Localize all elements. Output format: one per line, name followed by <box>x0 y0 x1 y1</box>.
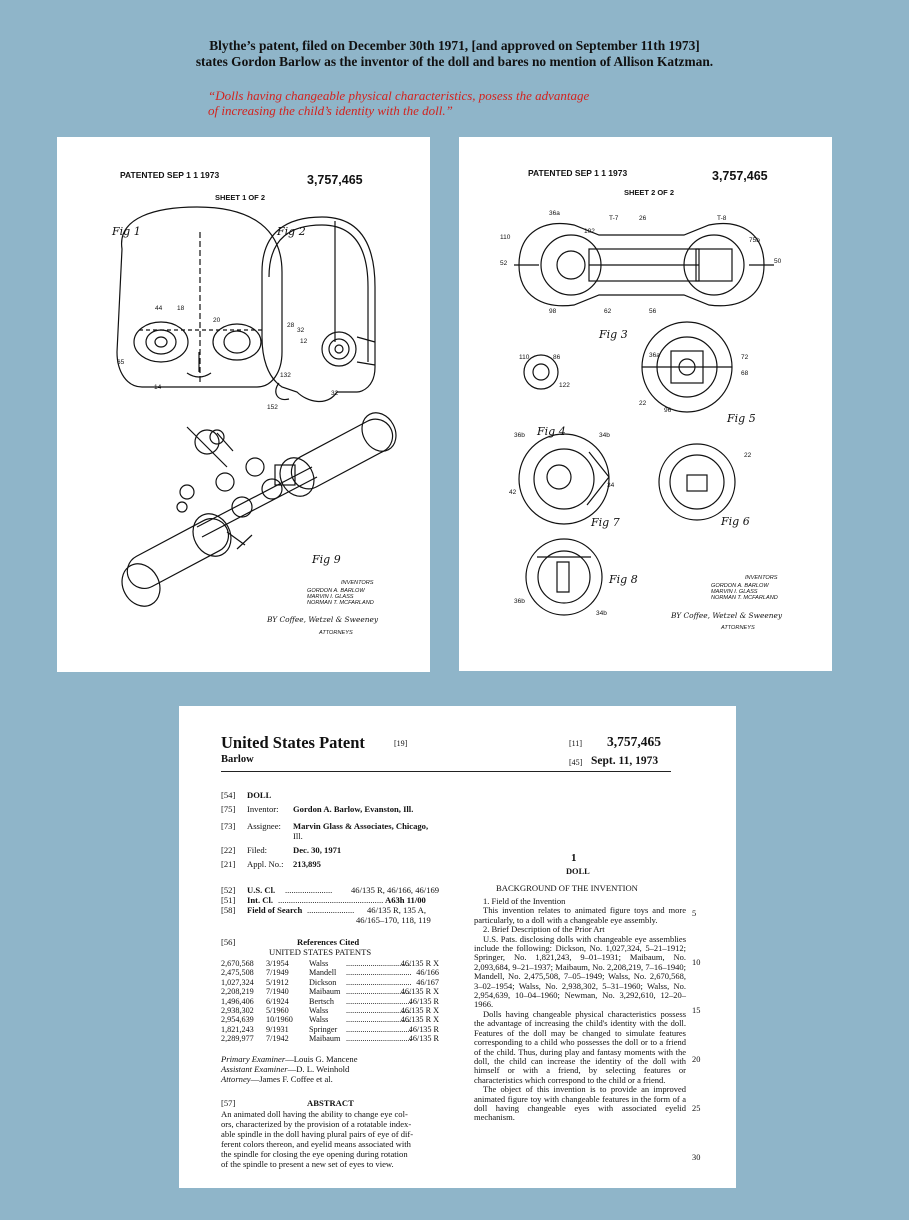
line-number-15: 15 <box>692 1006 701 1015</box>
svg-text:110: 110 <box>519 354 530 361</box>
svg-text:32: 32 <box>297 327 305 334</box>
abstract-line-4: ferent colors thereon, and eyelid means associated with <box>221 1139 411 1149</box>
svg-text:36b: 36b <box>514 598 525 605</box>
class-51-dots: ................................................. <box>278 895 384 905</box>
svg-text:T-7: T-7 <box>609 215 619 222</box>
abstract-line-2: ors, characterized by the provision of a rotatable index- <box>221 1119 412 1129</box>
quote-line-2: of increasing the child’s identity with the doll.” <box>208 103 453 118</box>
class-51-value: A63h 11/00 <box>385 895 426 905</box>
patent-drawing-sheet-2 <box>459 137 832 671</box>
field-54-title: DOLL <box>247 790 272 800</box>
patent-title: United States Patent <box>221 733 365 752</box>
svg-text:32: 32 <box>331 390 339 397</box>
sheet1-inventor-2: MARVIN I. GLASS <box>307 594 354 600</box>
patent-date: Sept. 11, 1973 <box>591 755 659 767</box>
assistant-examiner-role: Assistant Examiner <box>221 1064 288 1074</box>
class-58-value2: 46/165–170, 118, 119 <box>356 915 431 925</box>
attorney-role: Attorney <box>221 1074 251 1084</box>
reference-leader-dots: ................................ <box>346 1024 412 1034</box>
svg-text:44: 44 <box>155 305 163 312</box>
svg-text:28: 28 <box>287 322 295 329</box>
field-75-label: Inventor: <box>247 804 279 814</box>
references-table <box>221 959 439 1044</box>
reference-date: 3/1954 <box>266 959 289 968</box>
primary-examiner <box>221 1054 358 1064</box>
sheet1-inventor-1: GORDON A. BARLOW <box>307 588 365 594</box>
abstract-line-5: the spindle for closing the eye opening during rotation <box>221 1149 408 1159</box>
field-75-value: Gordon A. Barlow, Evanston, Ill. <box>293 804 414 814</box>
fig-4-label: Fig 4 <box>537 425 566 438</box>
field-73-value: Marvin Glass & Associates, Chicago, <box>293 821 429 831</box>
prior-text: U.S. Pats. disclosing dolls with changeable eye assemblies include the following: Dickson, No. 1,027,324, 5–21–1912; Springer, No. 1,821,243, 9–01–1931; Maibaum, No. 2,093,684, 9–21–1937; Maibaum, No. 2,208,219, 7–16–1940; Mandell, No. 2,475,508, 7–05–1949; Walss, No. 2,670,568, 3–02–1954; Walss, No. 2,938,302, 5–31–1960; Walss, No. 2,954,639, 10–04–1960; Newman, No. 3,292,610, 12–20–1966. <box>474 933 686 1010</box>
patent-inventor-surname: Barlow <box>221 754 254 765</box>
svg-text:122: 122 <box>559 382 570 389</box>
svg-text:132: 132 <box>280 372 291 379</box>
dolls-text: Dolls having changeable physical characteristics possess the advantage of increasing the child's identity with the doll. Features of the doll may be changed to simulate features corresponding to a child who possesses the doll or to a friend of the child. Thus, during play and fantasy moments with the doll, the child can increase the identity of the doll with himself or with a friend, by selecting features or characteristics which correspond to the child or a friend. <box>474 1008 686 1085</box>
reference-date: 7/1949 <box>266 968 289 978</box>
field-22-code: [22] <box>221 845 236 855</box>
reference-date: 9/1931 <box>266 1024 289 1034</box>
svg-text:22: 22 <box>639 400 647 407</box>
reference-row <box>221 997 439 1006</box>
sheet2-inventor-3: NORMAN T. MCFARLAND <box>711 595 778 601</box>
abstract-line-6: of the spindle to present a new set of eyes to view. <box>221 1159 394 1169</box>
sheet2-inventor-1: GORDON A. BARLOW <box>711 583 769 589</box>
svg-text:96: 96 <box>664 407 672 414</box>
reference-class: 46/135 R <box>408 1034 439 1044</box>
patent-date-code: [45] <box>569 758 583 767</box>
line-number-5: 5 <box>692 909 697 918</box>
svg-text:36a: 36a <box>649 352 660 359</box>
reference-leader-dots: ................................ <box>346 1015 412 1025</box>
svg-text:65: 65 <box>117 359 125 366</box>
reference-leader-dots: ................................ <box>346 968 412 978</box>
primary-examiner-name: —Louis G. Mancene <box>285 1054 358 1064</box>
reference-date: 5/1912 <box>266 977 289 987</box>
patent-number: 3,757,465 <box>607 734 661 749</box>
sheet1-patented: PATENTED SEP 1 1 1973 <box>120 170 220 180</box>
fig-2-label: Fig 2 <box>277 225 306 238</box>
line-number-30: 30 <box>692 1153 701 1162</box>
fig-8-label: Fig 8 <box>609 573 638 586</box>
fig-7-label: Fig 7 <box>591 516 620 529</box>
prior-heading: 2. Brief Description of the Prior Art <box>483 924 605 935</box>
reference-name: Bertsch <box>309 996 335 1006</box>
reference-leader-dots: ................................ <box>346 1005 412 1015</box>
reference-number: 2,938,302 <box>221 1005 254 1015</box>
quote-line-1: “Dolls having changeable physical characteristics, posess the advantage <box>208 88 590 103</box>
svg-text:34b: 34b <box>599 432 610 439</box>
reference-row <box>221 987 439 996</box>
abstract-line-3: able spindle in the doll having plural pairs of eye of dif- <box>221 1129 414 1139</box>
sheet1-inventor-3: NORMAN T. MCFARLAND <box>307 600 374 606</box>
sheet2-sheet-label: SHEET 2 OF 2 <box>624 188 675 197</box>
primary-examiner-role: Primary Examiner <box>221 1054 286 1064</box>
abstract-title: ABSTRACT <box>307 1098 354 1108</box>
attorney <box>221 1074 333 1084</box>
sheet1-fig-labels <box>111 225 341 566</box>
description-column <box>474 897 686 1123</box>
reference-row <box>221 959 439 968</box>
sheet2-number: 3,757,465 <box>712 169 768 183</box>
reference-name: Maibaum <box>309 1034 341 1044</box>
reference-leader-dots: ................................ <box>346 959 412 968</box>
field-heading: 1. Field of the Invention <box>483 896 566 906</box>
svg-text:34b: 34b <box>596 610 607 617</box>
svg-text:75b: 75b <box>749 237 760 244</box>
line-number-10: 10 <box>692 958 701 967</box>
field-21-value: 213,895 <box>293 859 321 869</box>
field-22-label: Filed: <box>247 845 268 855</box>
reference-class: 46/135 R X <box>400 959 439 968</box>
reference-name: Walss <box>309 1015 329 1025</box>
assistant-examiner <box>221 1064 349 1074</box>
svg-text:110: 110 <box>500 234 511 241</box>
sheet1-drawings <box>57 137 430 672</box>
svg-text:52: 52 <box>500 260 508 267</box>
reference-number: 2,954,639 <box>221 1015 254 1025</box>
reference-leader-dots: ................................ <box>346 977 412 987</box>
fig-5-label: Fig 5 <box>727 412 756 425</box>
svg-text:42: 42 <box>509 489 517 496</box>
reference-number: 1,821,243 <box>221 1024 254 1034</box>
abstract-code: [57] <box>221 1098 236 1108</box>
reference-class: 46/135 R X <box>400 987 439 997</box>
reference-name: Mandell <box>309 968 337 978</box>
sheet2-attorneys-sig: BY Coffee, Wetzel & Sweeney <box>671 611 783 620</box>
reference-name: Walss <box>309 959 329 968</box>
reference-row <box>221 1025 439 1034</box>
svg-text:T-8: T-8 <box>717 215 727 222</box>
column-number: 1 <box>571 852 577 864</box>
reference-class: 46/135 R X <box>400 1015 439 1025</box>
reference-number: 2,208,219 <box>221 987 254 997</box>
field-73-value2: Ill. <box>293 831 303 841</box>
fig-6-label: Fig 6 <box>721 515 750 528</box>
reference-number: 2,475,508 <box>221 968 254 978</box>
reference-class: 46/167 <box>416 977 439 987</box>
reference-date: 7/1942 <box>266 1034 289 1044</box>
field-22-value: Dec. 30, 1971 <box>293 845 342 855</box>
object-text: The object of this invention is to provide an improved animated figure toy with changeable features in the form of a doll having changeable eyes with associated eyelid mechanism. <box>474 1084 686 1123</box>
fig-9-label: Fig 9 <box>312 553 341 566</box>
sheet2-drawings <box>459 137 832 671</box>
svg-text:34: 34 <box>607 482 615 489</box>
sheet1-number: 3,757,465 <box>307 173 363 187</box>
reference-row <box>221 1034 439 1043</box>
refs-subtitle: UNITED STATES PATENTS <box>269 947 372 957</box>
sheet2-inventors-title: INVENTORS <box>745 575 778 581</box>
class-51-label: Int. Cl. <box>247 895 274 905</box>
reference-leader-dots: ................................ <box>346 1034 412 1044</box>
reference-class: 46/166 <box>416 968 439 978</box>
sheet2-patented: PATENTED SEP 1 1 1973 <box>528 168 628 178</box>
class-52-dots: ...................... <box>285 885 333 895</box>
reference-class: 46/135 R <box>408 1024 439 1034</box>
reference-name: Walss <box>309 1005 329 1015</box>
column-title: DOLL <box>566 867 590 876</box>
caption <box>0 38 909 70</box>
reference-row <box>221 1006 439 1015</box>
assistant-examiner-name: —D. L. Weinhold <box>287 1064 350 1074</box>
patent-drawing-sheet-1 <box>57 137 430 672</box>
reference-row <box>221 1015 439 1024</box>
refs-title: References Cited <box>297 937 360 947</box>
field-73-label: Assignee: <box>247 821 281 831</box>
reference-date: 7/1940 <box>266 987 289 997</box>
abstract-line-1: An animated doll having the ability to change eye col- <box>221 1109 408 1119</box>
reference-class: 46/135 R <box>408 996 439 1006</box>
svg-text:68: 68 <box>741 370 749 377</box>
sheet1-attorneys: ATTORNEYS <box>319 630 353 636</box>
fig-1-label: Fig 1 <box>112 225 141 238</box>
svg-text:56: 56 <box>649 308 657 315</box>
patent-number-code: [11] <box>569 739 583 748</box>
field-21-code: [21] <box>221 859 236 869</box>
reference-date: 10/1960 <box>266 1015 293 1025</box>
svg-text:36a: 36a <box>549 210 560 217</box>
svg-text:26: 26 <box>639 215 647 222</box>
svg-text:86: 86 <box>553 354 561 361</box>
svg-text:12: 12 <box>300 338 308 345</box>
class-58-label: Field of Search <box>247 905 303 915</box>
caption-line-1: Blythe’s patent, filed on December 30th 1971, [and approved on September 11th 1973] <box>209 38 700 53</box>
class-52-code: [52] <box>221 885 236 895</box>
reference-name: Springer <box>309 1024 338 1034</box>
reference-leader-dots: ................................ <box>346 987 412 997</box>
reference-number: 2,670,568 <box>221 959 254 968</box>
reference-row <box>221 978 439 987</box>
field-21-label: Appl. No.: <box>247 859 284 869</box>
reference-number: 1,027,324 <box>221 977 254 987</box>
reference-row <box>221 968 439 977</box>
reference-date: 5/1960 <box>266 1005 289 1015</box>
svg-text:22: 22 <box>744 452 752 459</box>
reference-leader-dots: ................................ <box>346 996 412 1006</box>
refs-code: [56] <box>221 937 236 947</box>
line-number-25: 25 <box>692 1104 701 1113</box>
patent-front-page <box>179 706 736 1188</box>
svg-text:152: 152 <box>267 404 278 411</box>
header-rule <box>221 771 671 772</box>
class-58-value: 46/135 R, 135 A, <box>367 905 426 915</box>
field-54-code: [54] <box>221 790 236 800</box>
sheet1-sheet-label: SHEET 1 OF 2 <box>215 193 266 202</box>
fig-3-label: Fig 3 <box>599 328 628 341</box>
background-title: BACKGROUND OF THE INVENTION <box>496 883 638 893</box>
svg-text:72: 72 <box>741 354 749 361</box>
reference-number: 1,496,406 <box>221 996 254 1006</box>
reference-class: 46/135 R X <box>400 1005 439 1015</box>
svg-text:18: 18 <box>177 305 185 312</box>
svg-text:50: 50 <box>774 258 782 265</box>
quote <box>208 88 728 118</box>
reference-date: 6/1924 <box>266 996 289 1006</box>
reference-number: 2,289,977 <box>221 1034 254 1044</box>
sheet1-attorneys-sig: BY Coffee, Wetzel & Sweeney <box>267 615 379 624</box>
field-75-code: [75] <box>221 804 236 814</box>
sheet2-attorneys: ATTORNEYS <box>721 625 755 631</box>
line-number-20: 20 <box>692 1055 701 1064</box>
svg-text:102: 102 <box>584 228 595 235</box>
attorney-name: —James F. Coffee et al. <box>250 1074 333 1084</box>
svg-text:36b: 36b <box>514 432 525 439</box>
class-58-dots: ...................... <box>307 905 355 915</box>
field-text: This invention relates to animated figure toys and more particularly, to a doll with a changeable eye assembly. <box>474 905 686 925</box>
sheet2-inventor-2: MARVIN I. GLASS <box>711 589 758 595</box>
svg-text:14: 14 <box>154 384 162 391</box>
svg-text:98: 98 <box>549 308 557 315</box>
field-73-code: [73] <box>221 821 236 831</box>
class-58-code: [58] <box>221 905 236 915</box>
reference-name: Maibaum <box>309 987 341 997</box>
svg-text:62: 62 <box>604 308 612 315</box>
class-52-label: U.S. Cl. <box>247 885 276 895</box>
reference-name: Dickson <box>309 977 337 987</box>
class-51-code: [51] <box>221 895 236 905</box>
svg-text:20: 20 <box>213 317 221 324</box>
caption-line-2: states Gordon Barlow as the inventor of the doll and bares no mention of Allison Katzman. <box>195 54 714 69</box>
patent-title-code: [19] <box>394 739 408 748</box>
class-52-value: 46/135 R, 46/166, 46/169 <box>351 885 440 895</box>
sheet1-inventors-title: INVENTORS <box>341 580 374 586</box>
